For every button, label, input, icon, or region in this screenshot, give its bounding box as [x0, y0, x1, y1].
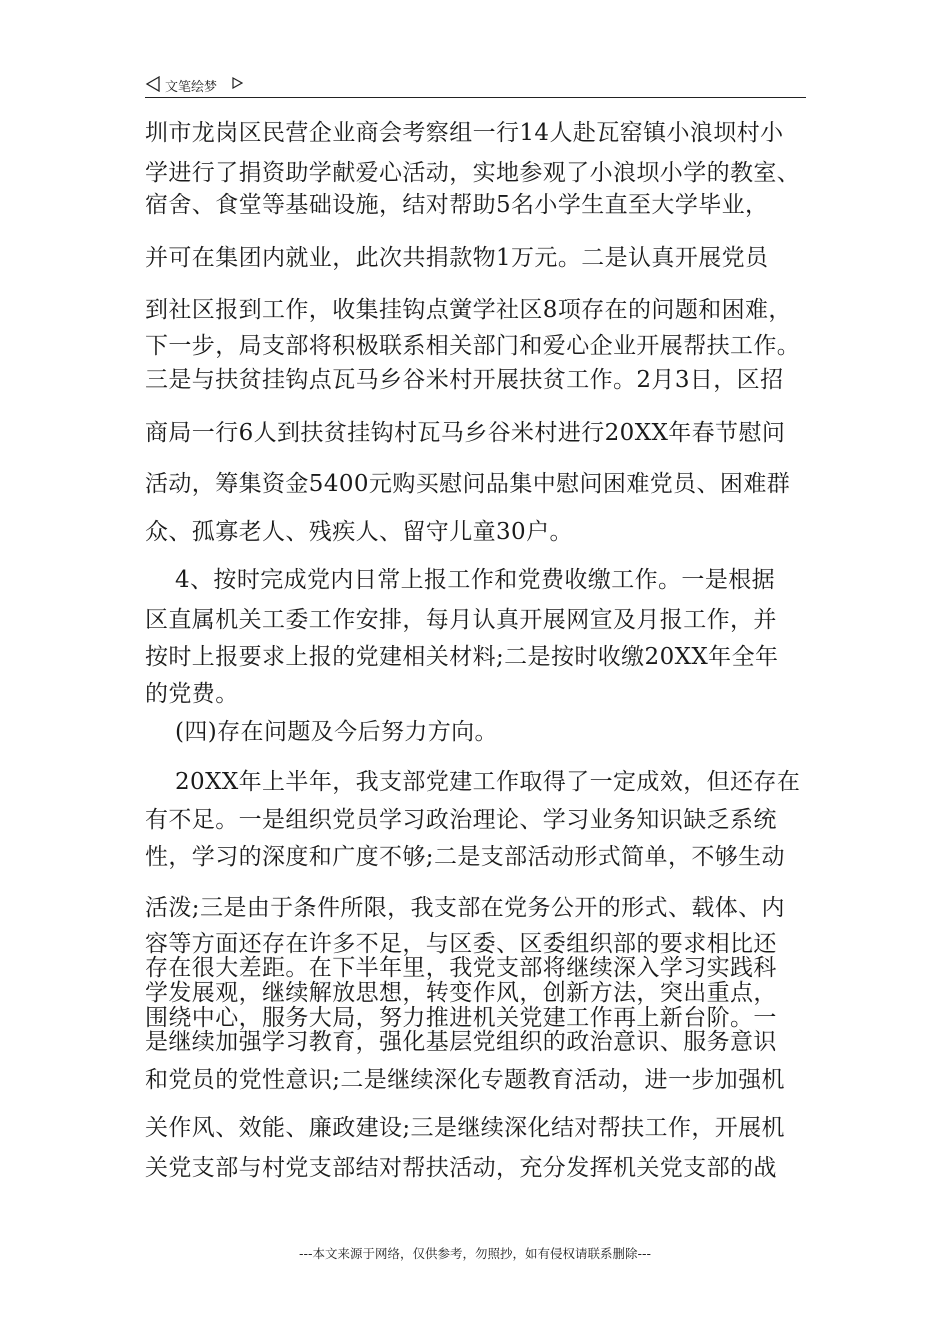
body-line: 关党支部与村党支部结对帮扶活动，充分发挥机关党支部的战 — [145, 1155, 777, 1181]
body-line: 的党费。 — [145, 681, 239, 707]
body-line: 围绕中心，服务大局，努力推进机关党建工作再上新台阶。一 — [145, 1005, 777, 1031]
body-line: 和党员的党性意识;二是继续深化专题教育活动，进一步加强机 — [145, 1067, 785, 1093]
body-line: 活泼;三是由于条件所限，我支部在党务公开的形式、载体、内 — [145, 895, 785, 921]
page-footer: ---本文来源于网络，仅供参考，勿照抄，如有侵权请联系删除--- — [298, 1246, 652, 1261]
body-line: 是继续加强学习教育，强化基层党组织的政治意识、服务意识 — [145, 1029, 777, 1055]
body-line: 宿舍、食堂等基础设施，结对帮助5名小学生直至大学毕业， — [145, 192, 769, 218]
body-line: 按时上报要求上报的党建相关材料;二是按时收缴20XX年全年 — [145, 644, 779, 670]
body-line: 下一步，局支部将积极联系相关部门和爱心企业开展帮扶工作。 — [145, 333, 801, 359]
body-line: 有不足。一是组织党员学习政治理论、学习业务知识缺乏系统 — [145, 807, 777, 833]
header-brand: 文笔绘梦 — [165, 80, 218, 95]
body-line: 存在很大差距。在下半年里，我党支部将继续深入学习实践科 — [145, 955, 777, 981]
body-line: 20XX年上半年，我支部党建工作取得了一定成效，但还存在 — [175, 769, 801, 795]
body-line: 区直属机关工委工作安排，每月认真开展网宣及月报工作，并 — [145, 607, 777, 633]
body-line: 关作风、效能、廉政建设;三是继续深化结对帮扶工作，开展机 — [145, 1115, 785, 1141]
body-line: 并可在集团内就业，此次共捐款物1万元。二是认真开展党员 — [145, 245, 769, 271]
body-line: 圳市龙岗区民营企业商会考察组一行14人赴瓦窑镇小浪坝村小 — [145, 120, 784, 146]
body-line: 容等方面还存在许多不足，与区委、区委组织部的要求相比还 — [145, 931, 777, 957]
triangle-right-icon — [231, 77, 243, 89]
body-line: 活动，筹集资金5400元购买慰问品集中慰问困难党员、困难群 — [145, 471, 791, 497]
header-rule — [145, 97, 806, 98]
body-line: 性，学习的深度和广度不够;二是支部活动形式简单，不够生动 — [145, 844, 785, 870]
body-line: 学进行了捐资助学献爱心活动，实地参观了小浪坝小学的教室、 — [145, 160, 801, 186]
body-line: 众、孤寡老人、残疾人、留守儿童30户。 — [145, 519, 573, 545]
body-line: 到社区报到工作，收集挂钩点黉学社区8项存在的问题和困难， — [145, 297, 792, 323]
body-line: 4、按时完成党内日常上报工作和党费收缴工作。一是根据 — [175, 567, 776, 593]
page-header — [145, 74, 806, 98]
body-line: 三是与扶贫挂钩点瓦马乡谷米村开展扶贫工作。2月3日，区招 — [145, 367, 784, 393]
body-line: (四)存在问题及今后努力方向。 — [175, 719, 498, 745]
body-line: 商局一行6人到扶贫挂钩村瓦马乡谷米村进行20XX年春节慰问 — [145, 420, 786, 446]
body-line: 学发展观，继续解放思想，转变作风，创新方法，突出重点， — [145, 980, 777, 1006]
triangle-left-icon — [145, 76, 161, 92]
